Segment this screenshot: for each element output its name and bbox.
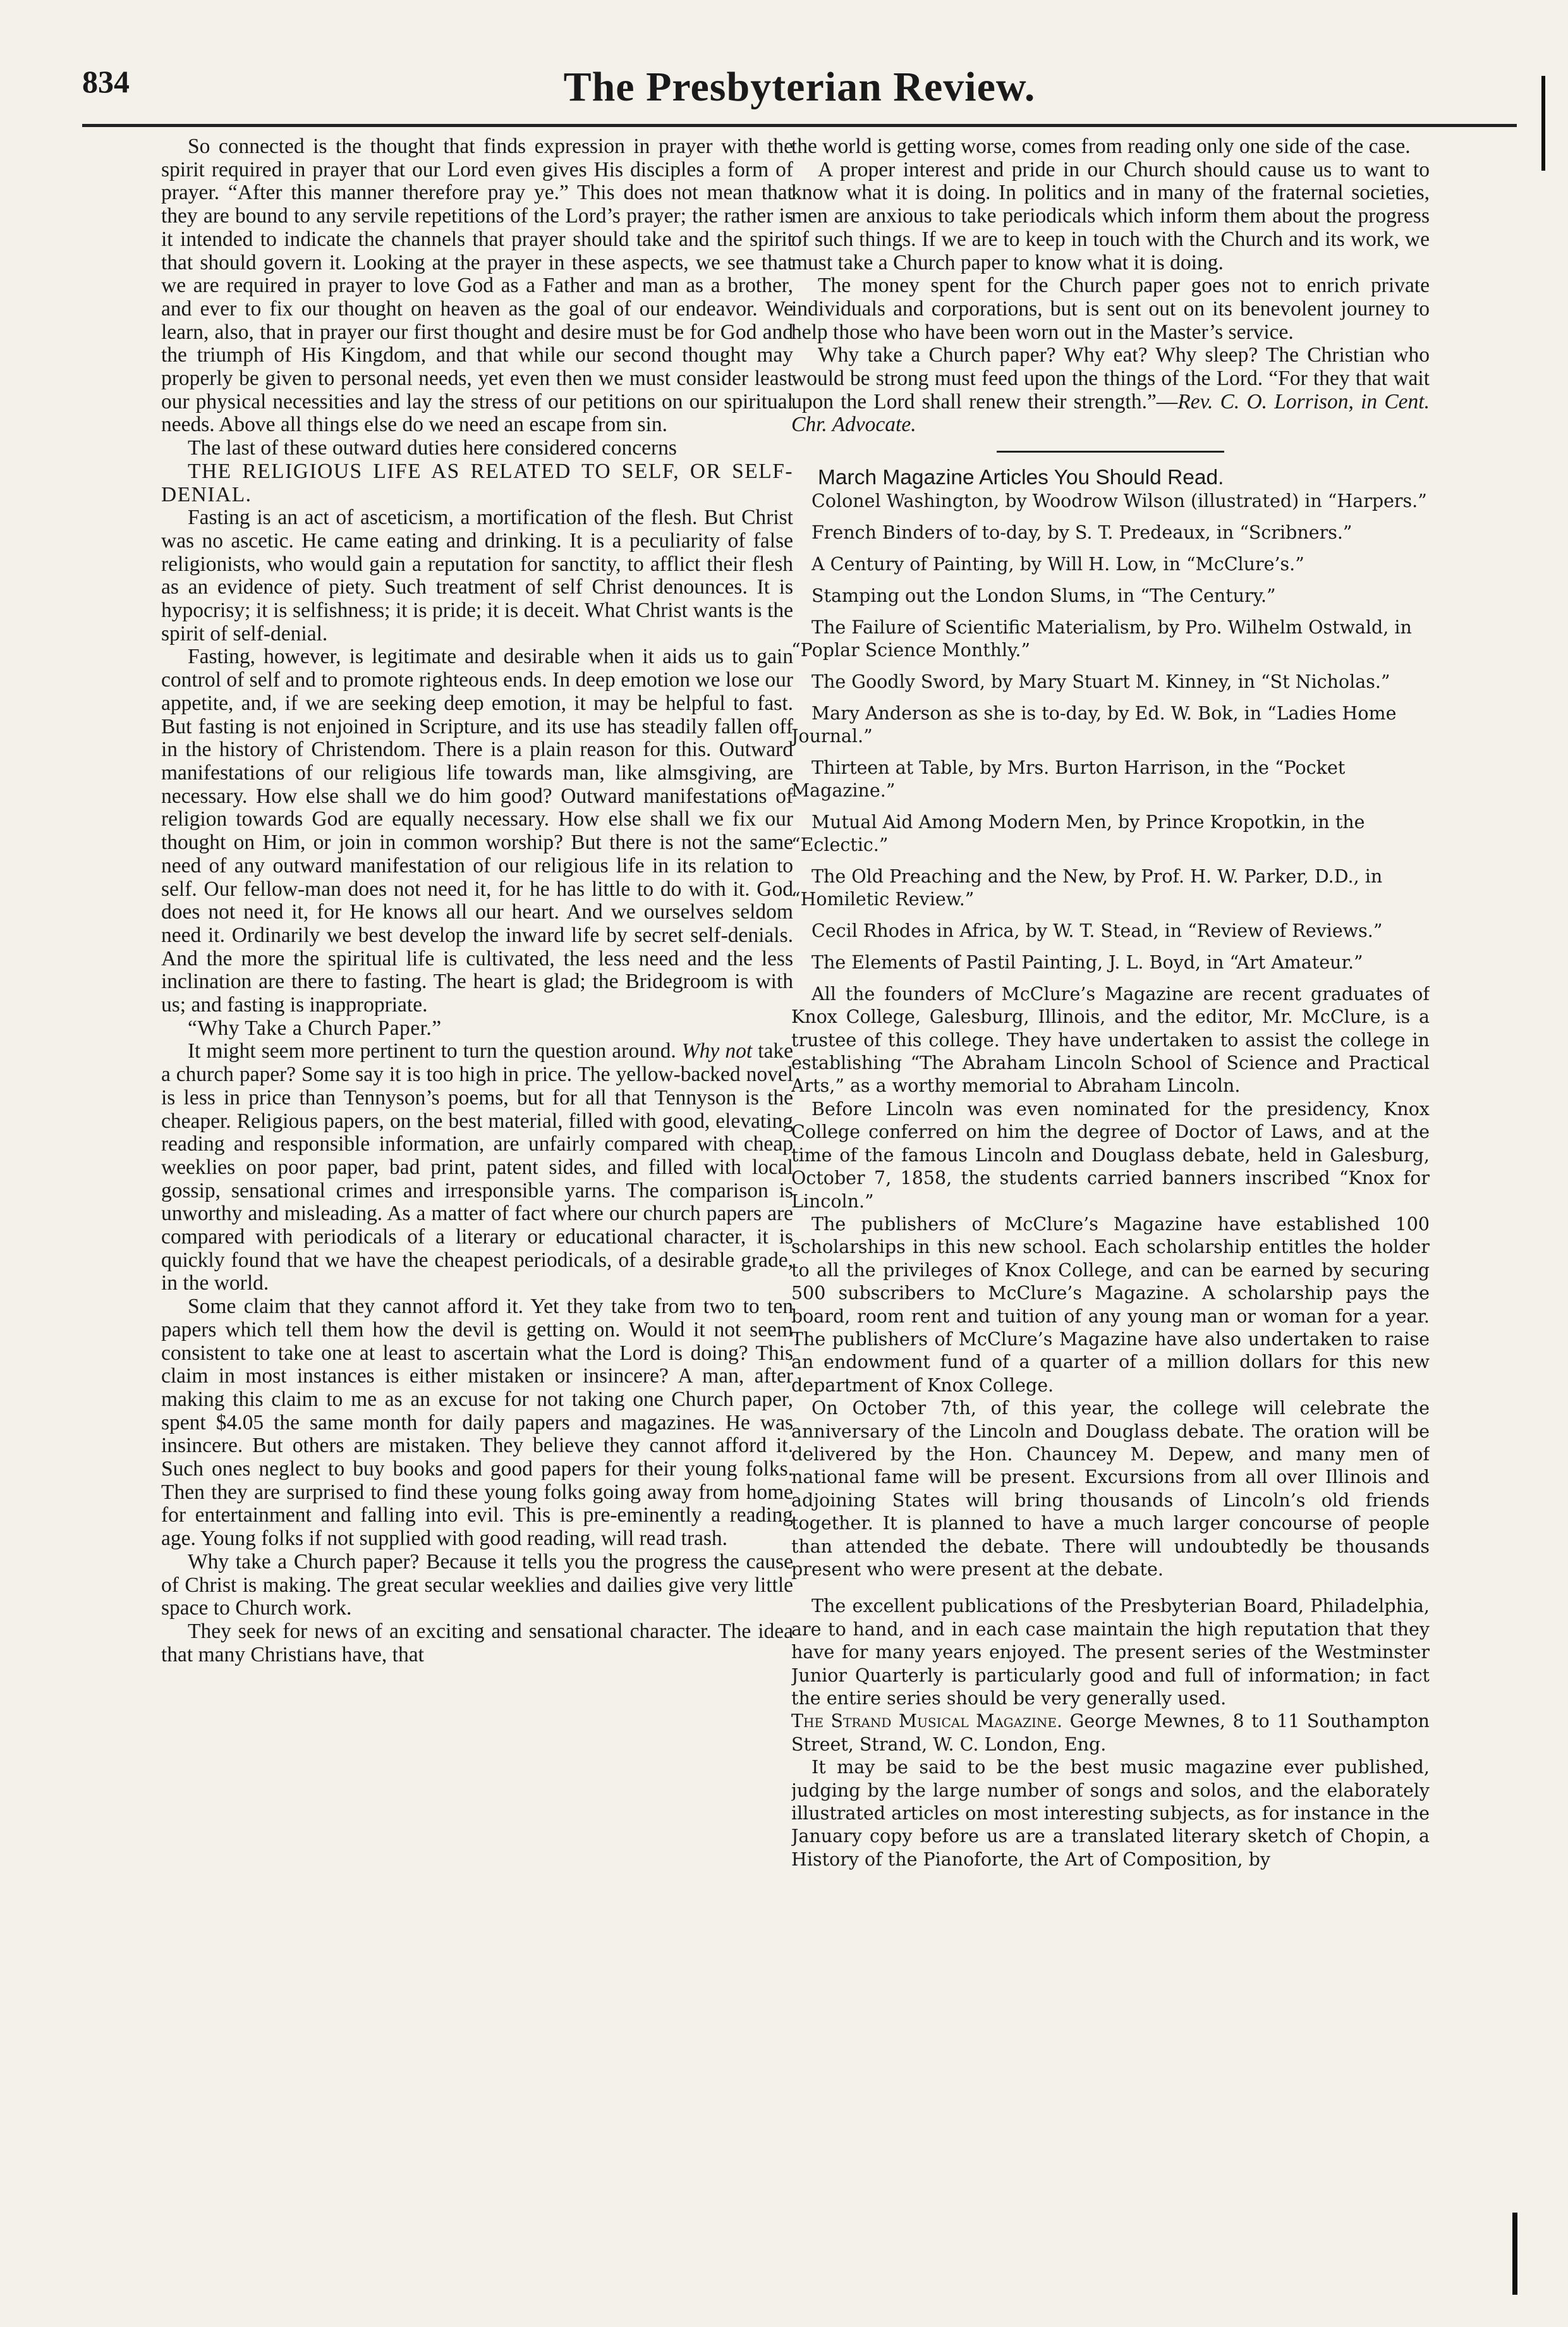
article-title: “Why Take a Church Paper.”: [188, 1016, 442, 1040]
list-item: The Elements of Pastil Painting, J. L. Boyd, in “Art Amateur.”: [811, 951, 1363, 973]
paragraph: The publishers of McClure’s Magazine have established 100 scholarships in this new school. Each scholarship entitles the holder to all the privileges of Knox College, and can be earned by securing 500 subscribers to McClure’s Magazine. A scholarship pays the board, room rent and tuition of any young man or woman for a year. The publishers of McClure’s Magazine have also undertaken to raise an endowment fund of a quarter of a million dollars for this new department of Knox College.: [791, 1213, 1430, 1396]
list-item: Thirteen at Table, by Mrs. Burton Harrison, in the “Pocket Magazine.”: [791, 757, 1346, 801]
paragraph: the world is getting worse, comes from reading only one side of the case.: [791, 135, 1411, 158]
text-run: Why take a Church paper? Why eat? Why sleep? The Christian who would be strong must feed upon the things of the Lord. “For they that wait upon the Lord shall renew their strength.”—: [791, 343, 1430, 413]
list-item: The Old Preaching and the New, by Prof. H. W. Parker, D.D., in “Homiletic Review.”: [791, 865, 1383, 910]
running-title: The Presbyterian Review.: [563, 64, 1036, 110]
list-item: A Century of Painting, by Will H. Low, in “McClure’s.”: [811, 553, 1304, 575]
list-item: Mutual Aid Among Modern Men, by Prince Kropotkin, in the “Eclectic.”: [791, 811, 1365, 855]
list-item: The Failure of Scientific Materialism, by Pro. Wilhelm Ostwald, in “Poplar Science Monthly.”: [791, 616, 1412, 661]
paragraph: They seek for news of an exciting and sensational character. The idea that many Christians have, that: [161, 1620, 793, 1666]
paragraph: So connected is the thought that finds expression in prayer with the spirit required in prayer that our Lord even gives His disciples a form of prayer. “After this manner therefore pray ye.” This does not mean that they are bound to any servile repetitions of the Lord’s prayer; the rather is it intended to indicate the channels that prayer should take and the spirit that should govern it. Looking at the prayer in these aspects, we see that we are required in prayer to love God as a Father and man as a brother, and ever to fix our thought on heaven as the goal of our endeavor. We learn, also, that in prayer our first thought and desire must be for God and the triumph of His Kingdom, and that while our second thought may properly be given to personal needs, yet even then we must consider least our physical necessities and lay the stress of our petitions on our spiritual needs. Above all things else do we need an escape from sin.: [161, 135, 793, 437]
paragraph: Why take a Church paper? Because it tells you the progress the cause of Christ is making. The great secular weeklies and dailies give very little space to Church work.: [161, 1549, 793, 1620]
paragraph: All the founders of McClure’s Magazine are recent graduates of Knox College, Galesburg, Illinois, and the editor, Mr. McClure, is a trustee of this college. They have undertaken to assist the college in establishing “The Abraham Lincoln School of Science and Practical Arts,” as a worthy memorial to Abraham Lincoln.: [791, 983, 1430, 1097]
spacer: [791, 1581, 1430, 1595]
list-item: Colonel Washington, by Woodrow Wilson (illustrated) in “Harpers.”: [811, 490, 1427, 511]
list-item: Stamping out the London Slums, in “The Century.”: [811, 585, 1276, 606]
paragraph: The last of these outward duties here considered concerns: [188, 436, 677, 460]
paragraph: [791, 344, 1430, 437]
emphasis: Why not: [681, 1039, 753, 1063]
scan-edge-mark: [1541, 76, 1545, 171]
list-item: The Goodly Sword, by Mary Stuart M. Kinney, in “St Nicholas.”: [811, 671, 1390, 692]
list-item: French Binders of to-day, by S. T. Predeaux, in “Scribners.”: [811, 522, 1352, 543]
page-header: [82, 63, 1517, 133]
mcclure-notice: [791, 983, 1430, 1871]
paragraph: It may be said to be the best music magazine ever published, judging by the large number of songs and solos, and the elaborately illustrated articles on most interesting subjects, as for instance in the January copy before us are a translated literary sketch of Chopin, a History of the Pianoforte, the Art of Composition, by: [791, 1757, 1430, 1870]
paragraph: Fasting, however, is legitimate and desirable when it aids us to gain control of self and to promote righteous ends. In deep emotion we lose our appetite, and, if we are seeking deep emotion, it may be helpful to fast. But fasting is not enjoined in Scripture, and its use has steadily fallen off in the history of Christendom. There is a plain reason for this. Outward manifestations of our religious life towards man, like almsgiving, are necessary. How else shall we do him good? Outward manifestations of religion towards God are equally necessary. How else shall we fix our thought on Him, or join in common worship? But there is not the same need of any outward manifestation of our religious life in its relation to self. Our fellow-man does not need it, for he has little to do with it. God does not need it, for He knows all our heart. And we ourselves seldom need it. Ordinarily we best develop the inward life by secret self-denials. And the more the spiritual life is cultivated, the less need and the less inclination are there to fasting. The heart is glad; the Bridegroom is with us; and fasting is inappropriate.: [161, 645, 793, 1017]
signature: Rev. C. O. Lorrison, in Cent. Chr. Advocate.: [791, 389, 1430, 437]
page-number: 834: [82, 64, 130, 99]
paragraph: Before Lincoln was even nominated for the presidency, Knox College conferred on him the degree of Doctor of Laws, and at the time of the famous Lincoln and Douglass debate, held in Galesburg, October 7, 1858, the students carried banners inscribed “Knox for Lincoln.”: [791, 1098, 1430, 1212]
paragraph: A proper interest and pride in our Church should cause us to want to know what it is doing. In politics and in many of the fraternal societies, men are anxious to take periodicals which inform them about the progress of such things. If we are to keep in touch with the Church and its work, we must take a Church paper to know what it is doing.: [791, 157, 1430, 274]
paragraph: The money spent for the Church paper goes not to enrich private individuals and corporations, but is sent out on its benevolent journey to help those who have been worn out in the Master’s service.: [791, 274, 1430, 344]
section-heading: THE RELIGIOUS LIFE AS RELATED TO SELF, OR SELF-DENIAL.: [161, 459, 793, 506]
text-run: take a church paper? Some say it is too high in price. The yellow-backed novel is less in price than Tennyson’s poems, but for all that Tennyson is the cheaper. Religious papers, on the best material, filled with good, elevating reading and responsible information, are unfairly compared with cheap weeklies on poor paper, bad print, patent sides, and filled with local gossip, sensational crimes and irresponsible yarns. The comparison is unworthy and misleading. As a matter of fact where our church papers are compared with periodicals of a literary or educational character, it is quickly found that we have the cheapest periodicals, of a desirable grade, in the world.: [161, 1039, 793, 1295]
scan-edge-mark-bottom: [1512, 2213, 1517, 2295]
text-run: George Mewnes, 8 to 11 Southampton Street, Strand, W. C. London, Eng.: [791, 1711, 1430, 1755]
paragraph: [791, 1710, 1430, 1756]
paragraph: Some claim that they cannot afford it. Yet they take from two to ten papers which tell them how the devil is getting on. Would it not seem consistent to take one at least to ascertain what the Lord is doing? This claim in most instances is either mistaken or insincere? A man, after making this claim to me as an excuse for not taking one Church paper, spent $4.05 the same month for daily papers and magazines. He was insincere. But others are mistaken. They believe they cannot afford it. Such ones neglect to buy books and good papers for their young folks. Then they are surprised to find these young folks going away from home for entertainment and falling into evil. This is pre-eminently a reading age. Young folks if not supplied with good reading, will read trash.: [161, 1295, 793, 1551]
paragraph: [161, 1040, 793, 1295]
paragraph: The excellent publications of the Presbyterian Board, Philadelphia, are to hand, and in each case maintain the high reputation that they have for many years enjoyed. The present series of the Westminster Junior Quarterly is particularly good and full of information; in fact the entire series should be very generally used.: [791, 1596, 1430, 1709]
text-run: It might seem more pertinent to turn the question around.: [188, 1039, 682, 1063]
publication-title: The Strand Musical Magazine.: [791, 1711, 1063, 1732]
list-item: Mary Anderson as she is to-day, by Ed. W. Bok, in “Ladies Home Journal.”: [791, 702, 1397, 747]
paragraph: Fasting is an act of asceticism, a mortification of the flesh. But Christ was no ascetic. He came eating and drinking. It is a peculiarity of false religionists, who would gain a reputation for sanctity, to afflict their flesh as an evidence of piety. Such treatment of self Christ denounces. It is hypocrisy; it is selfishness; it is pride; it is deceit. What Christ wants is the spirit of self-denial.: [161, 506, 793, 645]
list-item: Cecil Rhodes in Africa, by W. T. Stead, in “Review of Reviews.”: [811, 920, 1383, 941]
left-column: [161, 135, 793, 2285]
list-title: March Magazine Articles You Should Read.: [818, 466, 1224, 490]
section-rule: [997, 451, 1224, 453]
paragraph: On October 7th, of this year, the college will celebrate the anniversary of the Lincoln and Douglass debate. The oration will be delivered by the Hon. Chauncey M. Depew, and many men of national fame will be present. Excursions from all over Illinois and adjoining States will bring thousands of Lincoln’s old friends together. It is planned to have a much larger concourse of people than attended the debate. There will undoubtedly be thousands present who were present at the debate.: [791, 1398, 1430, 1580]
right-column: [791, 135, 1430, 2285]
header-rule: [82, 124, 1517, 127]
